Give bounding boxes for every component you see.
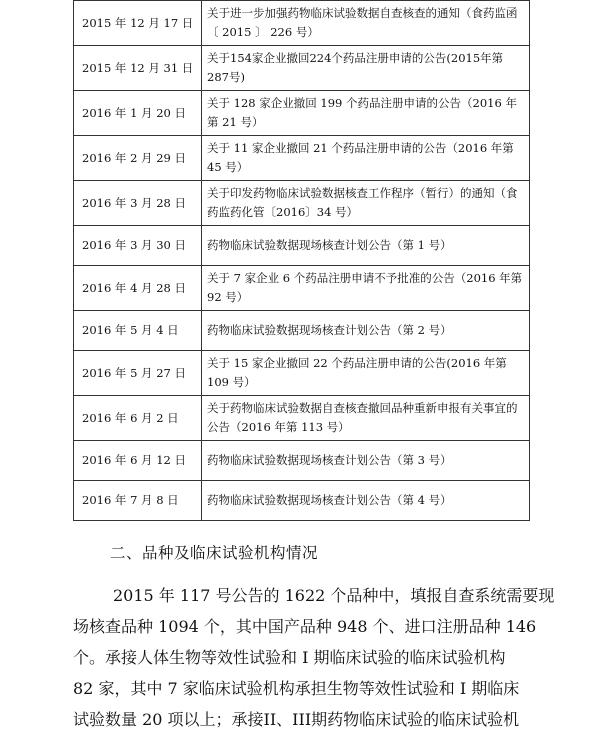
- table-row: [74, 226, 530, 266]
- notice-date: 2016 年 3 月 28 日: [74, 181, 202, 226]
- notice-date: 2016 年 2 月 29 日: [74, 136, 202, 181]
- table-row: [74, 441, 530, 481]
- notice-title: 关于154家企业撤回224个药品注册申请的公告(2015年第287号): [202, 46, 530, 91]
- notice-date: 2016 年 6 月 12 日: [74, 441, 202, 481]
- notice-date: 2016 年 6 月 2 日: [74, 396, 202, 441]
- paragraph-line: 场核查品种 1094 个，其中国产品种 948 个、进口注册品种 146: [73, 617, 537, 636]
- table-row: [74, 481, 530, 521]
- paragraph-line: 2015 年 117 号公告的 1622 个品种中，填报自查系统需要现: [113, 586, 555, 605]
- notice-title: 关于 128 家企业撤回 199 个药品注册申请的公告（2016 年第 21 号）: [202, 91, 530, 136]
- section-heading: 二、品种及临床试验机构情况: [110, 544, 319, 562]
- notice-date: 2015 年 12 月 17 日: [74, 1, 202, 46]
- body-paragraph: [73, 580, 555, 735]
- notice-title: 关于 7 家企业 6 个药品注册申请不予批准的公告（2016 年第 92 号）: [202, 266, 530, 311]
- notice-title: 关于药物临床试验数据自查核查撤回品种重新申报有关事宜的公告（2016 年第 113 号）: [202, 396, 530, 441]
- paragraph-line: 试验数量 20 项以上；承接II、III期药物临床试验的临床试验机: [73, 710, 520, 729]
- notice-title: 药物临床试验数据现场核查计划公告（第 1 号）: [202, 226, 530, 266]
- paragraph-line: 82 家，其中 7 家临床试验机构承担生物等效性试验和 I 期临床: [73, 679, 520, 698]
- notice-date: 2016 年 5 月 4 日: [74, 311, 202, 351]
- notice-date: 2016 年 7 月 8 日: [74, 481, 202, 521]
- paragraph-line: 个。承接人体生物等效性试验和 I 期临床试验的临床试验机构: [73, 648, 506, 667]
- notice-date: 2016 年 5 月 27 日: [74, 351, 202, 396]
- notice-date: 2015 年 12 月 31 日: [74, 46, 202, 91]
- notice-date: 2016 年 1 月 20 日: [74, 91, 202, 136]
- table-row: [74, 46, 530, 91]
- notice-date: 2016 年 3 月 30 日: [74, 226, 202, 266]
- notice-title: 关于印发药物临床试验数据核查工作程序（暂行）的通知（食药监药化管〔2016〕34 号）: [202, 181, 530, 226]
- table-row: [74, 181, 530, 226]
- table-row: [74, 91, 530, 136]
- notice-title: 关于 11 家企业撤回 21 个药品注册申请的公告（2016 年第 45 号）: [202, 136, 530, 181]
- table-row: [74, 396, 530, 441]
- notice-title: 药物临床试验数据现场核查计划公告（第 4 号）: [202, 481, 530, 521]
- notice-title: 药物临床试验数据现场核查计划公告（第 3 号）: [202, 441, 530, 481]
- table-row: [74, 1, 530, 46]
- notices-table: [73, 0, 530, 521]
- table-row: [74, 311, 530, 351]
- table-row: [74, 266, 530, 311]
- notice-title: 关于 15 家企业撤回 22 个药品注册申请的公告(2016 年第 109 号）: [202, 351, 530, 396]
- table-row: [74, 351, 530, 396]
- notice-title: 药物临床试验数据现场核查计划公告（第 2 号）: [202, 311, 530, 351]
- notice-date: 2016 年 4 月 28 日: [74, 266, 202, 311]
- table-row: [74, 136, 530, 181]
- notice-title: 关于进一步加强药物临床试验数据自查核查的通知（食药监函〔 2015 〕 226 号）: [202, 1, 530, 46]
